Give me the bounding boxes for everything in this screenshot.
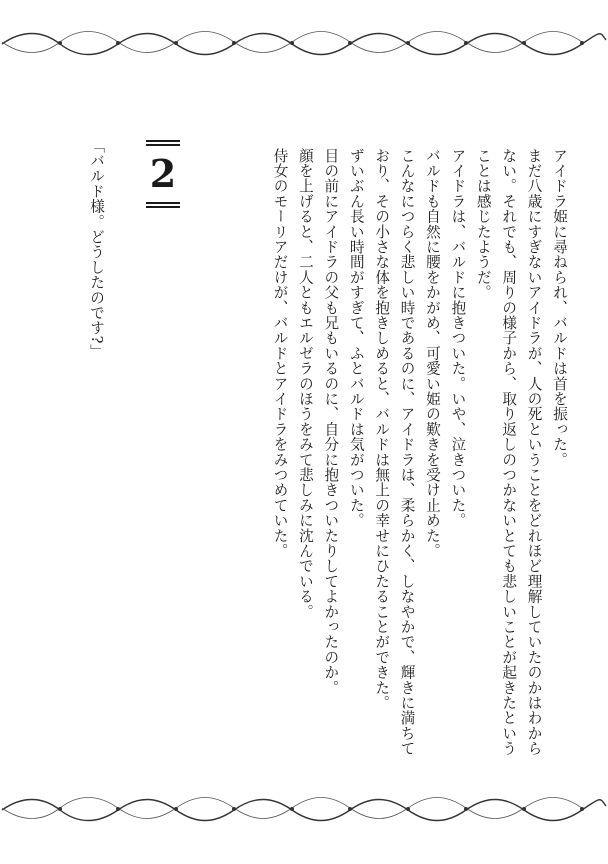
paragraph: 顔を上げると、二人ともエルゼラのほうをみて悲しみに沈んでいる。 — [296, 148, 314, 620]
chapter-number: 2 — [149, 151, 177, 196]
paragraph: ずいぶん長い時間がすぎて、ふとバルドは気がついた。 — [347, 148, 365, 528]
dialogue-line: 「バルド様。どうしたのです?」 — [88, 138, 105, 360]
paragraph: 目の前にアイドラの父も兄もいるのに、自分に抱きついたりしてよかったのか。 — [322, 148, 340, 696]
paragraph: アイドラは、バルドに抱きついた。いや、泣きついた。 — [449, 148, 467, 528]
paragraph: 侍女のモーリアだけが、バルドとアイドラをみつめていた。 — [271, 148, 289, 559]
chapter-heading — [144, 136, 182, 214]
paragraph: バルドも自然に腰をかがめ、可愛い姫の歎きを受け止めた。 — [423, 148, 441, 559]
heading-rule — [146, 202, 180, 204]
paragraph: まだ八歳にすぎないアイドラが、人の死ということをどれほど理解していたのかはわからない。それでも、周りの様子から、取り返しのつかないとても悲しいことが起きたということは感じたようだ。 — [474, 148, 543, 756]
paragraph: アイドラ姫に尋ねられ、バルドは首を振った。 — [551, 148, 568, 468]
body-text — [267, 148, 572, 760]
top-ornament-border — [0, 28, 608, 58]
heading-rule — [146, 140, 180, 142]
bottom-ornament-border — [0, 794, 608, 824]
paragraph: こんなにつらく悲しい時であるのに、アイドラは、柔らかく、しなやかで、輝きに満ちており、その小さな体を抱きしめると、バルドは無上の幸せにひたることができた。 — [373, 148, 416, 756]
heading-rule — [146, 206, 180, 208]
heading-rule — [146, 144, 180, 146]
